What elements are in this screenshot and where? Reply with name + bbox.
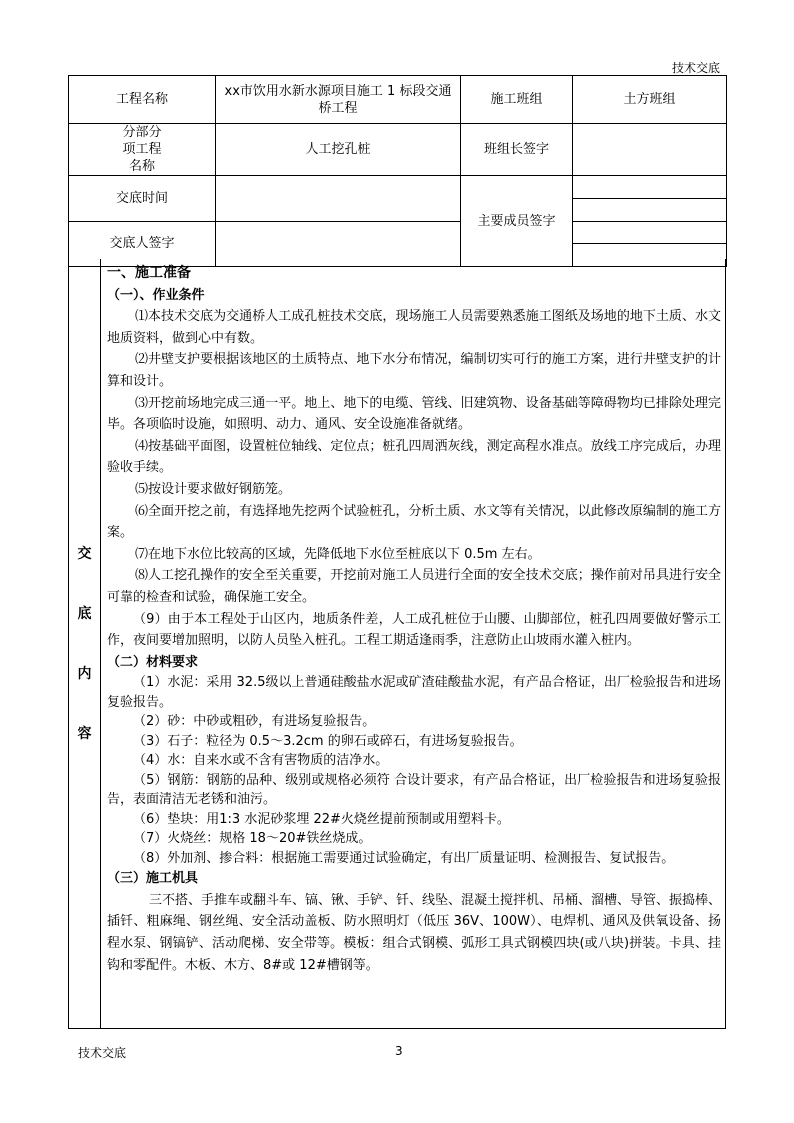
paragraph: 三不搭、手推车或翻斗车、镐、锹、手铲、钎、线坠、混凝土搅拌机、吊桶、溜槽、导管、振捣棒、插钎、粗麻绳、钢丝绳、安全活动盖板、防水照明灯（低压 36V、100W）、电焊机、通风及供氧设备、扬程水泵、钢镐铲、活动爬梯、安全带等。模板：组合式钢模、弧形工具式钢模四块(或八块)拼装。卡具、挂钩和零配件。木板、木方、8#或 12#槽钢等。 bbox=[107, 892, 722, 973]
paragraph: ⑹全面开挖之前，有选择地先挖两个试验桩孔，分析土质、水文等有关情况，以此修改原编制的施工方案。 bbox=[107, 503, 721, 541]
leader-sign-label: 班组长签字 bbox=[461, 124, 573, 176]
paragraph: （7）火烧丝：规格 18～20#铁丝烧成。 bbox=[133, 831, 372, 847]
paragraph: ⑴本技术交底为交通桥人工成孔桩技术交底，现场施工人员需要熟悉施工图纸及场地的地下土质、水文地质资料，做到心中有数。 bbox=[107, 309, 721, 346]
paragraph: （4）水：自来水或不含有害物质的洁净水。 bbox=[133, 753, 389, 769]
time-value[interactable] bbox=[216, 176, 461, 222]
paragraph: （5）钢筋：钢筋的品种、级别或规格必须符 合设计要求，有产品合格证，出厂检验报告和进场复验报告，表面清洁无老锈和油污。 bbox=[107, 772, 721, 808]
paragraph: （9）由于本工程处于山区内，地质条件差，人工成孔桩位于山腰、山脚部位，桩孔四周要做好警示工作，夜间要增加照明，以防人员坠入桩孔。工程工期适逢雨季，注意防止山坡雨水灌入桩内。 bbox=[107, 611, 721, 649]
header-doc-type: 技术交底 bbox=[672, 61, 721, 75]
leader-sign-value[interactable] bbox=[573, 124, 727, 176]
section-heading: 一、施工准备 bbox=[107, 265, 191, 281]
footer-doc-type: 技术交底 bbox=[78, 1046, 127, 1060]
sub-project-label: 分部分项工程名称 bbox=[69, 124, 216, 176]
team-value: 土方班组 bbox=[573, 76, 727, 124]
team-label: 施工班组 bbox=[461, 76, 573, 124]
side-char: 底 bbox=[77, 606, 92, 622]
side-char: 容 bbox=[77, 726, 92, 742]
paragraph: （8）外加剂、掺合料：根据施工需要通过试验确定，有出厂质量证明、检测报告、复试报告。 bbox=[133, 850, 675, 866]
project-name-value: xx市饮用水新水源项目施工 1 标段交通桥工程 bbox=[216, 76, 461, 124]
signer-label: 交底人签字 bbox=[69, 221, 216, 267]
content-section bbox=[68, 259, 726, 1029]
members-sign-area[interactable] bbox=[573, 176, 727, 267]
paragraph: ⑶开挖前场地完成三通一平。地上、地下的电缆、管线、旧建筑物、设备基础等障碍物均已排除处理完毕。各项临时设施，如照明、动力、通风、安全设施准备就绪。 bbox=[107, 395, 721, 433]
side-char: 交 bbox=[77, 546, 92, 562]
sub-project-value: 人工挖孔桩 bbox=[216, 124, 461, 176]
members-sign-line bbox=[573, 222, 726, 245]
paragraph: （3）石子：粒径为 0.5～3.2cm 的卵石或碎石，有进场复验报告。 bbox=[133, 733, 523, 749]
subsection-heading: （三）施工机具 bbox=[107, 871, 199, 887]
project-name-label: 工程名称 bbox=[69, 76, 216, 124]
paragraph: ⑻人工挖孔操作的安全至关重要，开挖前对施工人员进行全面的安全技术交底；操作前对吊具进行安全可靠的检查和试验，确保施工安全。 bbox=[107, 568, 721, 605]
side-char: 内 bbox=[77, 666, 92, 682]
info-table bbox=[68, 75, 727, 267]
members-sign-lines bbox=[573, 176, 726, 266]
paragraph: （1）水泥：采用 32.5级以上普通硅酸盐水泥或矿渣硅酸盐水泥，有产品合格证，出厂检验报告和进场复验报告。 bbox=[107, 675, 721, 710]
members-sign-label: 主要成员签字 bbox=[461, 176, 573, 267]
paragraph: ⑷按基础平面图，设置桩位轴线、定位点；桩孔四周洒灰线，测定高程水准点。放线工序完成后，办理验收手续。 bbox=[107, 438, 721, 476]
page-number: 3 bbox=[395, 1044, 403, 1058]
time-label: 交底时间 bbox=[69, 176, 216, 222]
paragraph: ⑵井壁支护要根据该地区的土质特点、地下水分布情况，编制切实可行的施工方案，进行井壁支护的计算和设计。 bbox=[107, 352, 721, 389]
paragraph: （6）垫块：用1:3 水泥砂浆埋 22#火烧丝提前预制或用塑料卡。 bbox=[133, 811, 510, 827]
subsection-heading: （二）材料要求 bbox=[107, 654, 199, 670]
members-sign-line bbox=[573, 199, 726, 222]
paragraph: （2）砂：中砂或粗砂，有进场复验报告。 bbox=[133, 714, 376, 730]
members-sign-line bbox=[573, 176, 726, 199]
paragraph: ⑸按设计要求做好钢筋笼。 bbox=[135, 481, 292, 497]
paragraph: ⑺在地下水位比较高的区域，先降低地下水位至桩底以下 0.5m 左右。 bbox=[135, 546, 541, 562]
subsection-heading: （一）、作业条件 bbox=[107, 287, 205, 303]
side-label-column bbox=[69, 259, 101, 1028]
content-body bbox=[107, 263, 721, 976]
